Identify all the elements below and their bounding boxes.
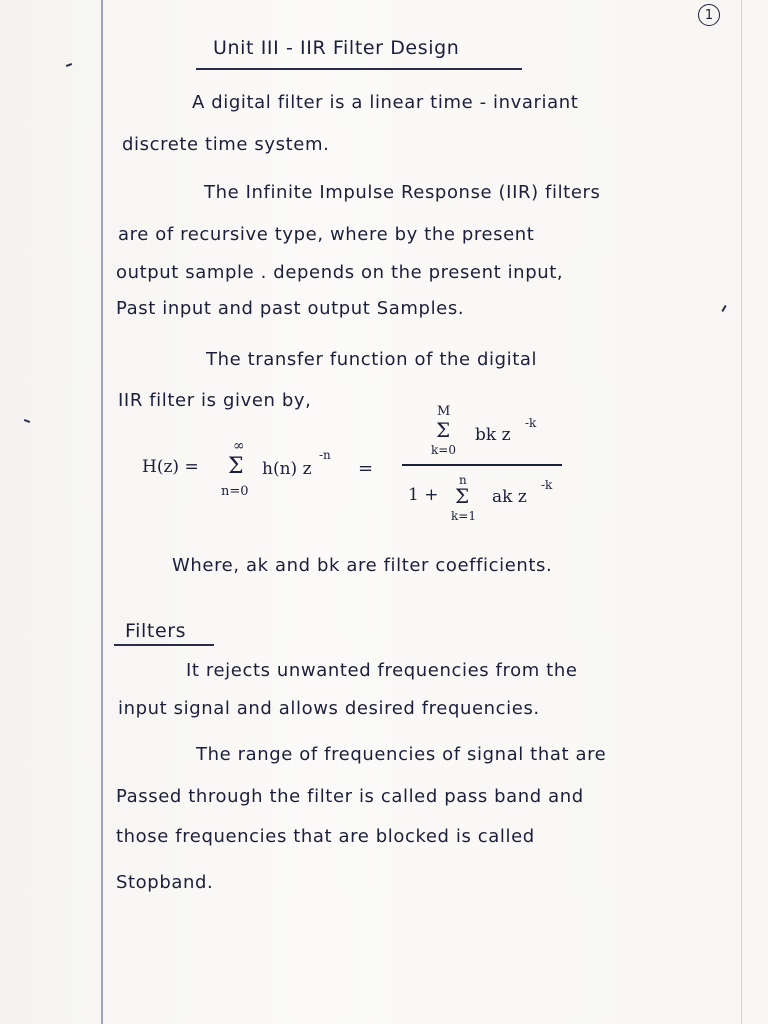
numerator-sigma: Σ [436, 418, 451, 442]
numerator-upper-limit: M [437, 404, 451, 419]
text-line-4: are of recursive type, where by the present [118, 224, 535, 245]
page-title: Unit III - IIR Filter Design [213, 37, 460, 59]
text-line-7: The transfer function of the digital [206, 349, 538, 370]
sum-upper-limit: ∞ [233, 438, 245, 454]
filters-line-2: input signal and allows desired frequencies. [118, 698, 540, 719]
denominator-one-plus: 1 + [408, 485, 439, 505]
right-margin-line [741, 0, 742, 1024]
numerator-term: bk z [475, 425, 511, 445]
filters-line-6: Stopband. [116, 872, 214, 893]
sum-exponent: -n [319, 448, 331, 462]
title-underline [196, 68, 522, 70]
text-line-3: The Infinite Impulse Response (IIR) filters [204, 182, 601, 203]
text-line-5: output sample . depends on the present input, [116, 262, 564, 283]
denominator-sigma: Σ [455, 484, 470, 508]
fraction-bar [402, 464, 562, 466]
filters-line-3: The range of frequencies of signal that are [196, 744, 607, 765]
where-line: Where, ak and bk are filter coefficients. [172, 555, 553, 576]
text-line-6: Past input and past output Samples. [116, 298, 465, 319]
formula-lhs: H(z) = [142, 457, 199, 477]
filters-line-5: those frequencies that are blocked is called [116, 826, 535, 847]
sum-lower-limit: n=0 [221, 484, 249, 499]
denominator-lower-limit: k=1 [451, 509, 476, 523]
filters-heading-underline [114, 644, 214, 646]
text-line-1: A digital filter is a linear time - invariant [192, 92, 579, 113]
equals-sign: = [358, 458, 374, 479]
margin-pen-mark [721, 305, 726, 312]
text-line-8: IIR filter is given by, [118, 390, 312, 411]
text-line-2: discrete time system. [122, 134, 330, 155]
left-margin-line [101, 0, 103, 1024]
page-number: 1 [698, 4, 720, 26]
filters-heading: Filters [125, 620, 187, 642]
denominator-exponent: -k [541, 478, 553, 492]
denominator-term: ak z [492, 487, 527, 507]
denominator-upper-limit: n [459, 473, 467, 487]
filters-line-4: Passed through the filter is called pass band and [116, 786, 584, 807]
numerator-lower-limit: k=0 [431, 443, 456, 457]
sum-term: h(n) z [262, 459, 312, 479]
margin-pen-mark [24, 419, 30, 423]
filters-line-1: It rejects unwanted frequencies from the [186, 660, 578, 681]
numerator-exponent: -k [525, 416, 537, 430]
margin-pen-mark [66, 63, 72, 67]
sigma-symbol: Σ [228, 454, 244, 479]
